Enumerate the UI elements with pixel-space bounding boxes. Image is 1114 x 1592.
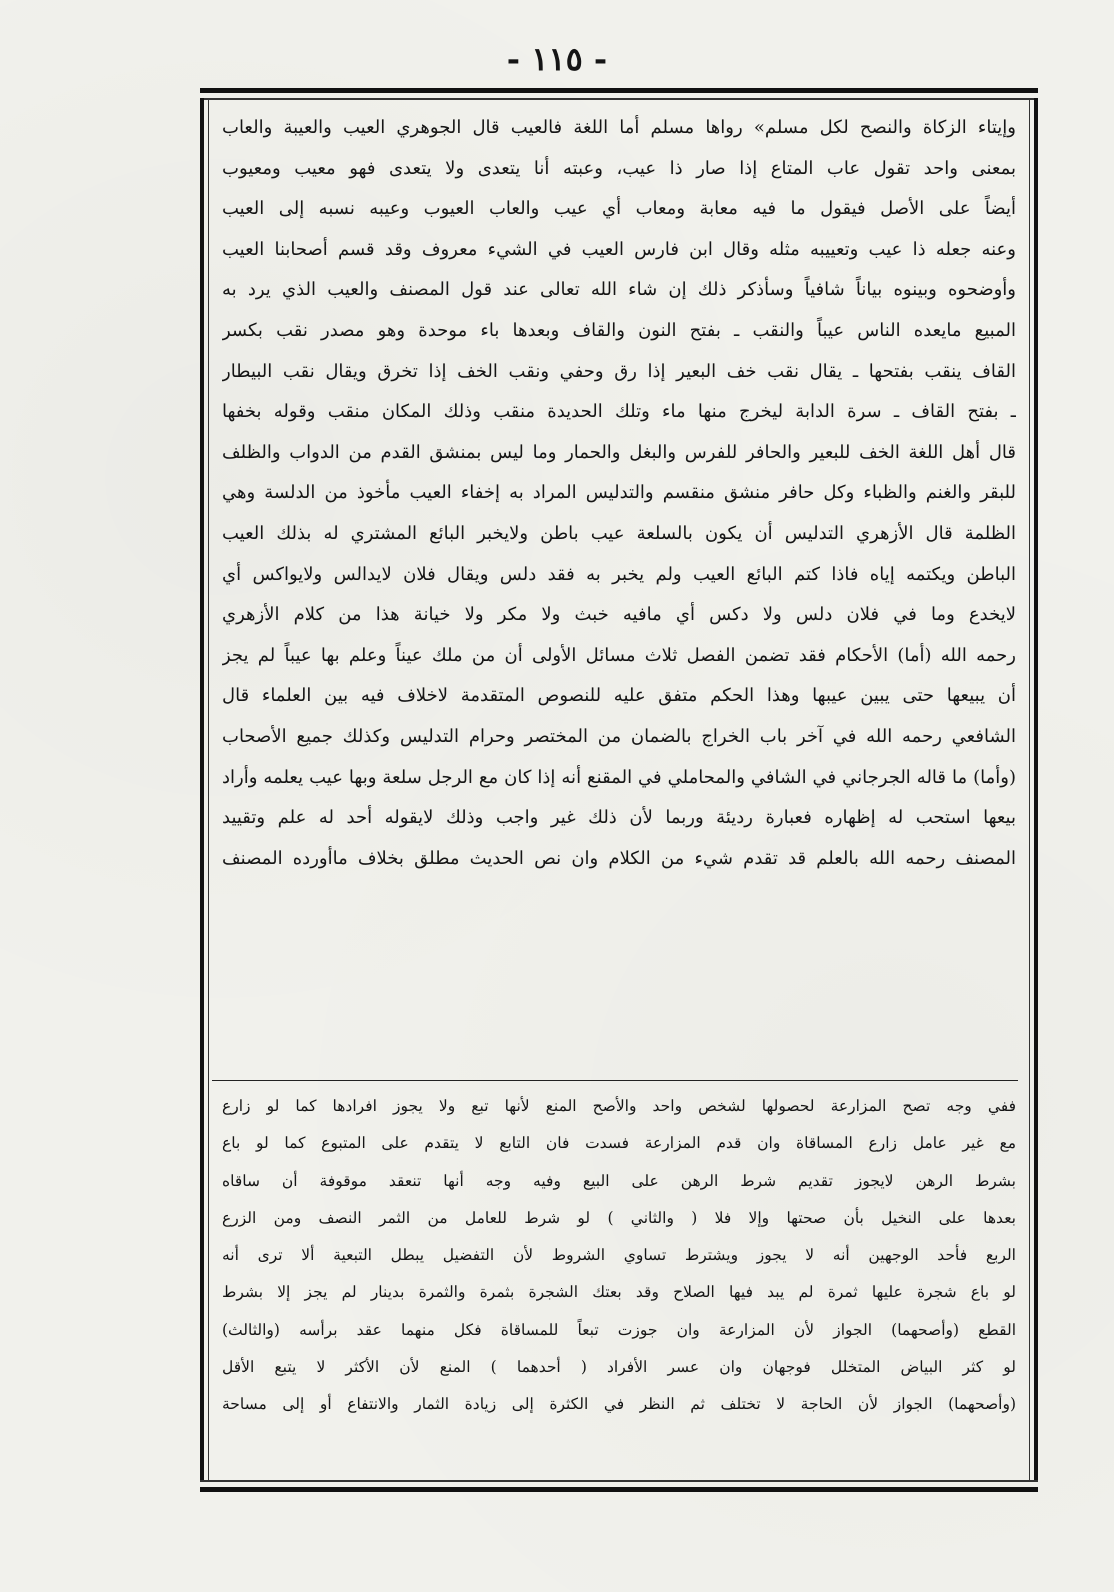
text-line: القاف ينقب بفتحها ـ يقال نقب خف البعير إذا رق وحفي ونقب الخف إذا تخرق ويقال نقب البيطار <box>222 360 1016 382</box>
text-line: الشافعي رحمه الله في آخر باب الخراج بالضمان من المختصر وحرام التدليس وكذلك جميع الأصحاب <box>222 725 1016 747</box>
footnote-line: القطع (وأصحهما) الجواز لأن المزارعة وان جوزت تبعاً للمساقاة فكل منهما عقد برأسه (والثالث) <box>222 1320 1016 1339</box>
text-line: وأوضحوه وبينوه بياناً شافياً وسأذكر ذلك إن شاء الله تعالى عند قول المصنف والعيب الذي يرد به <box>222 279 1016 301</box>
text-line: قال أهل اللغة الخف للبعير والحافر للفرس والبغل والحمار وما ليس بمنشق القدم من الدواب والظلف <box>222 441 1016 463</box>
footnote-line: الربع فأحد الوجهين أنه لا يجوز ويشترط تساوي الشروط لأن التفضيل يبطل التبعية ألا ترى أنه <box>222 1246 1016 1265</box>
text-line: (وأما) ما قاله الجرجاني في الشافي والمحاملي في المقنع أنه إذا كان مع الرجل سلعة وبها عيب يعلمه وأراد <box>222 766 1016 788</box>
footnote-line: ففي وجه تصح المزارعة لحصولها لشخص واحد والأصح المنع لأنها تبع ولا يجوز افرادها كما لو زارع <box>222 1097 1016 1115</box>
text-line: المصنف رحمه الله بالعلم قد تقدم شيء من الكلام وان نص الحديث مطلق بخلاف ماأورده المصنف <box>222 847 1016 869</box>
text-line: بيعها استحب له إظهاره فعبارة رديئة وربما لأن ذلك غير واجب وذلك لايقوله أحد له علم وتقييد <box>222 807 1016 829</box>
frame-top-border <box>200 88 1038 100</box>
frame-left-border <box>200 98 209 1482</box>
text-line: الباطن ويكتمه إياه فاذا كتم البائع العيب ولم يخبر به فقد دلس ويقال فلان لايدالس ولايواكس أي <box>222 563 1016 585</box>
frame-right-border <box>1029 98 1038 1482</box>
footnote-body <box>222 1088 1016 1424</box>
footnote-line: مع غير عامل زارع المساقاة وان قدم المزارعة فسدت فان التابع لا يتقدم على المتبوع كما لو باع <box>222 1134 1016 1153</box>
text-line: بمعنى واحد تقول عاب المتاع إذا صار ذا عيب، وعبته أنا يتعدى ولا يتعدى فهو معيب ومعيوب <box>222 157 1016 179</box>
footnote-line: لو كثر البياض المتخلل فوجهان وان عسر الأفراد ( أحدهما ) المنع لأن الأكثر لا يتبع الأقل <box>222 1358 1016 1377</box>
page-number: - ١١٥ - <box>506 40 608 78</box>
text-line: وإيتاء الزكاة والنصح لكل مسلم» رواها مسلم أما اللغة فالعيب قال الجوهري العيب والعيبة والعاب <box>222 117 1016 138</box>
text-line: رحمه الله (أما) الأحكام فقد تضمن الفصل ثلاث مسائل الأولى أن من ملك عيناً وعلم بها عيباً لم يجز <box>222 644 1016 666</box>
footnote-separator <box>212 1080 1018 1081</box>
text-line: الظلمة قال الأزهري التدليس أن يكون بالسلعة عيب باطن ولايخبر البائع المشتري له بذلك العيب <box>222 522 1016 544</box>
text-line: ـ بفتح القاف ـ سرة الدابة ليخرج منها ماء وتلك الحديدة منقب وذلك المكان منقب وقوله بخفها <box>222 401 1016 423</box>
text-line: أيضاً على الأصل فيقول ما فيه معابة ومعاب أي عيب والعاب العيوب وعيبه نسبه إلى العيب <box>222 198 1016 220</box>
frame-bottom-border <box>200 1480 1038 1492</box>
text-line: أن يبيعها حتى يبين عيبها وهذا الحكم متفق عليه للنصوص المتقدمة لاخلاف فيه بين العلماء قال <box>222 685 1016 707</box>
text-line: وعنه جعله ذا عيب وتعييبه مثله وقال ابن فارس العيب في الشيء معروف وقد قسم أصحابنا العيب <box>222 238 1016 260</box>
footnote-line: بشرط الرهن لايجوز تقديم شرط الرهن على البيع وفيه وجه أنها تنعقد موقوفة أن ساقاه <box>222 1171 1016 1190</box>
main-text-body <box>222 108 1016 879</box>
text-line: المبيع مايعده الناس عيباً والنقب ـ بفتح النون والقاف وبعدها باء موحدة وهو مصدر نقب بكسر <box>222 319 1016 341</box>
footnote-line: بعدها على النخيل بأن صحتها وإلا فلا ( والثاني ) لو شرط للعامل من الثمر النصف ومن الزرع <box>222 1208 1016 1227</box>
text-line: لايخدع وما في فلان دلس ولا دكس أي مافيه خبث ولا مكر ولا خيانة هذا من كلام الأزهري <box>222 604 1016 626</box>
text-line: للبقر والغنم والظباء وكل حافر منشق منقسم والتدليس المراد به إخفاء العيب مأخوذ من الدلسة وهي <box>222 482 1016 504</box>
footnote-line: لو باع شجرة عليها ثمرة لم يبد فيها الصلاح وقد بعتك الشجرة بثمرة والثمرة بدينار لم يجز إلا بشرط <box>222 1283 1016 1302</box>
footnote-line: (وأصحهما) الجواز لأن الحاجة لا تختلف ثم النظر في الكثرة إلى زيادة الثمار والانتفاع أو إلى مساحة <box>222 1395 1016 1414</box>
